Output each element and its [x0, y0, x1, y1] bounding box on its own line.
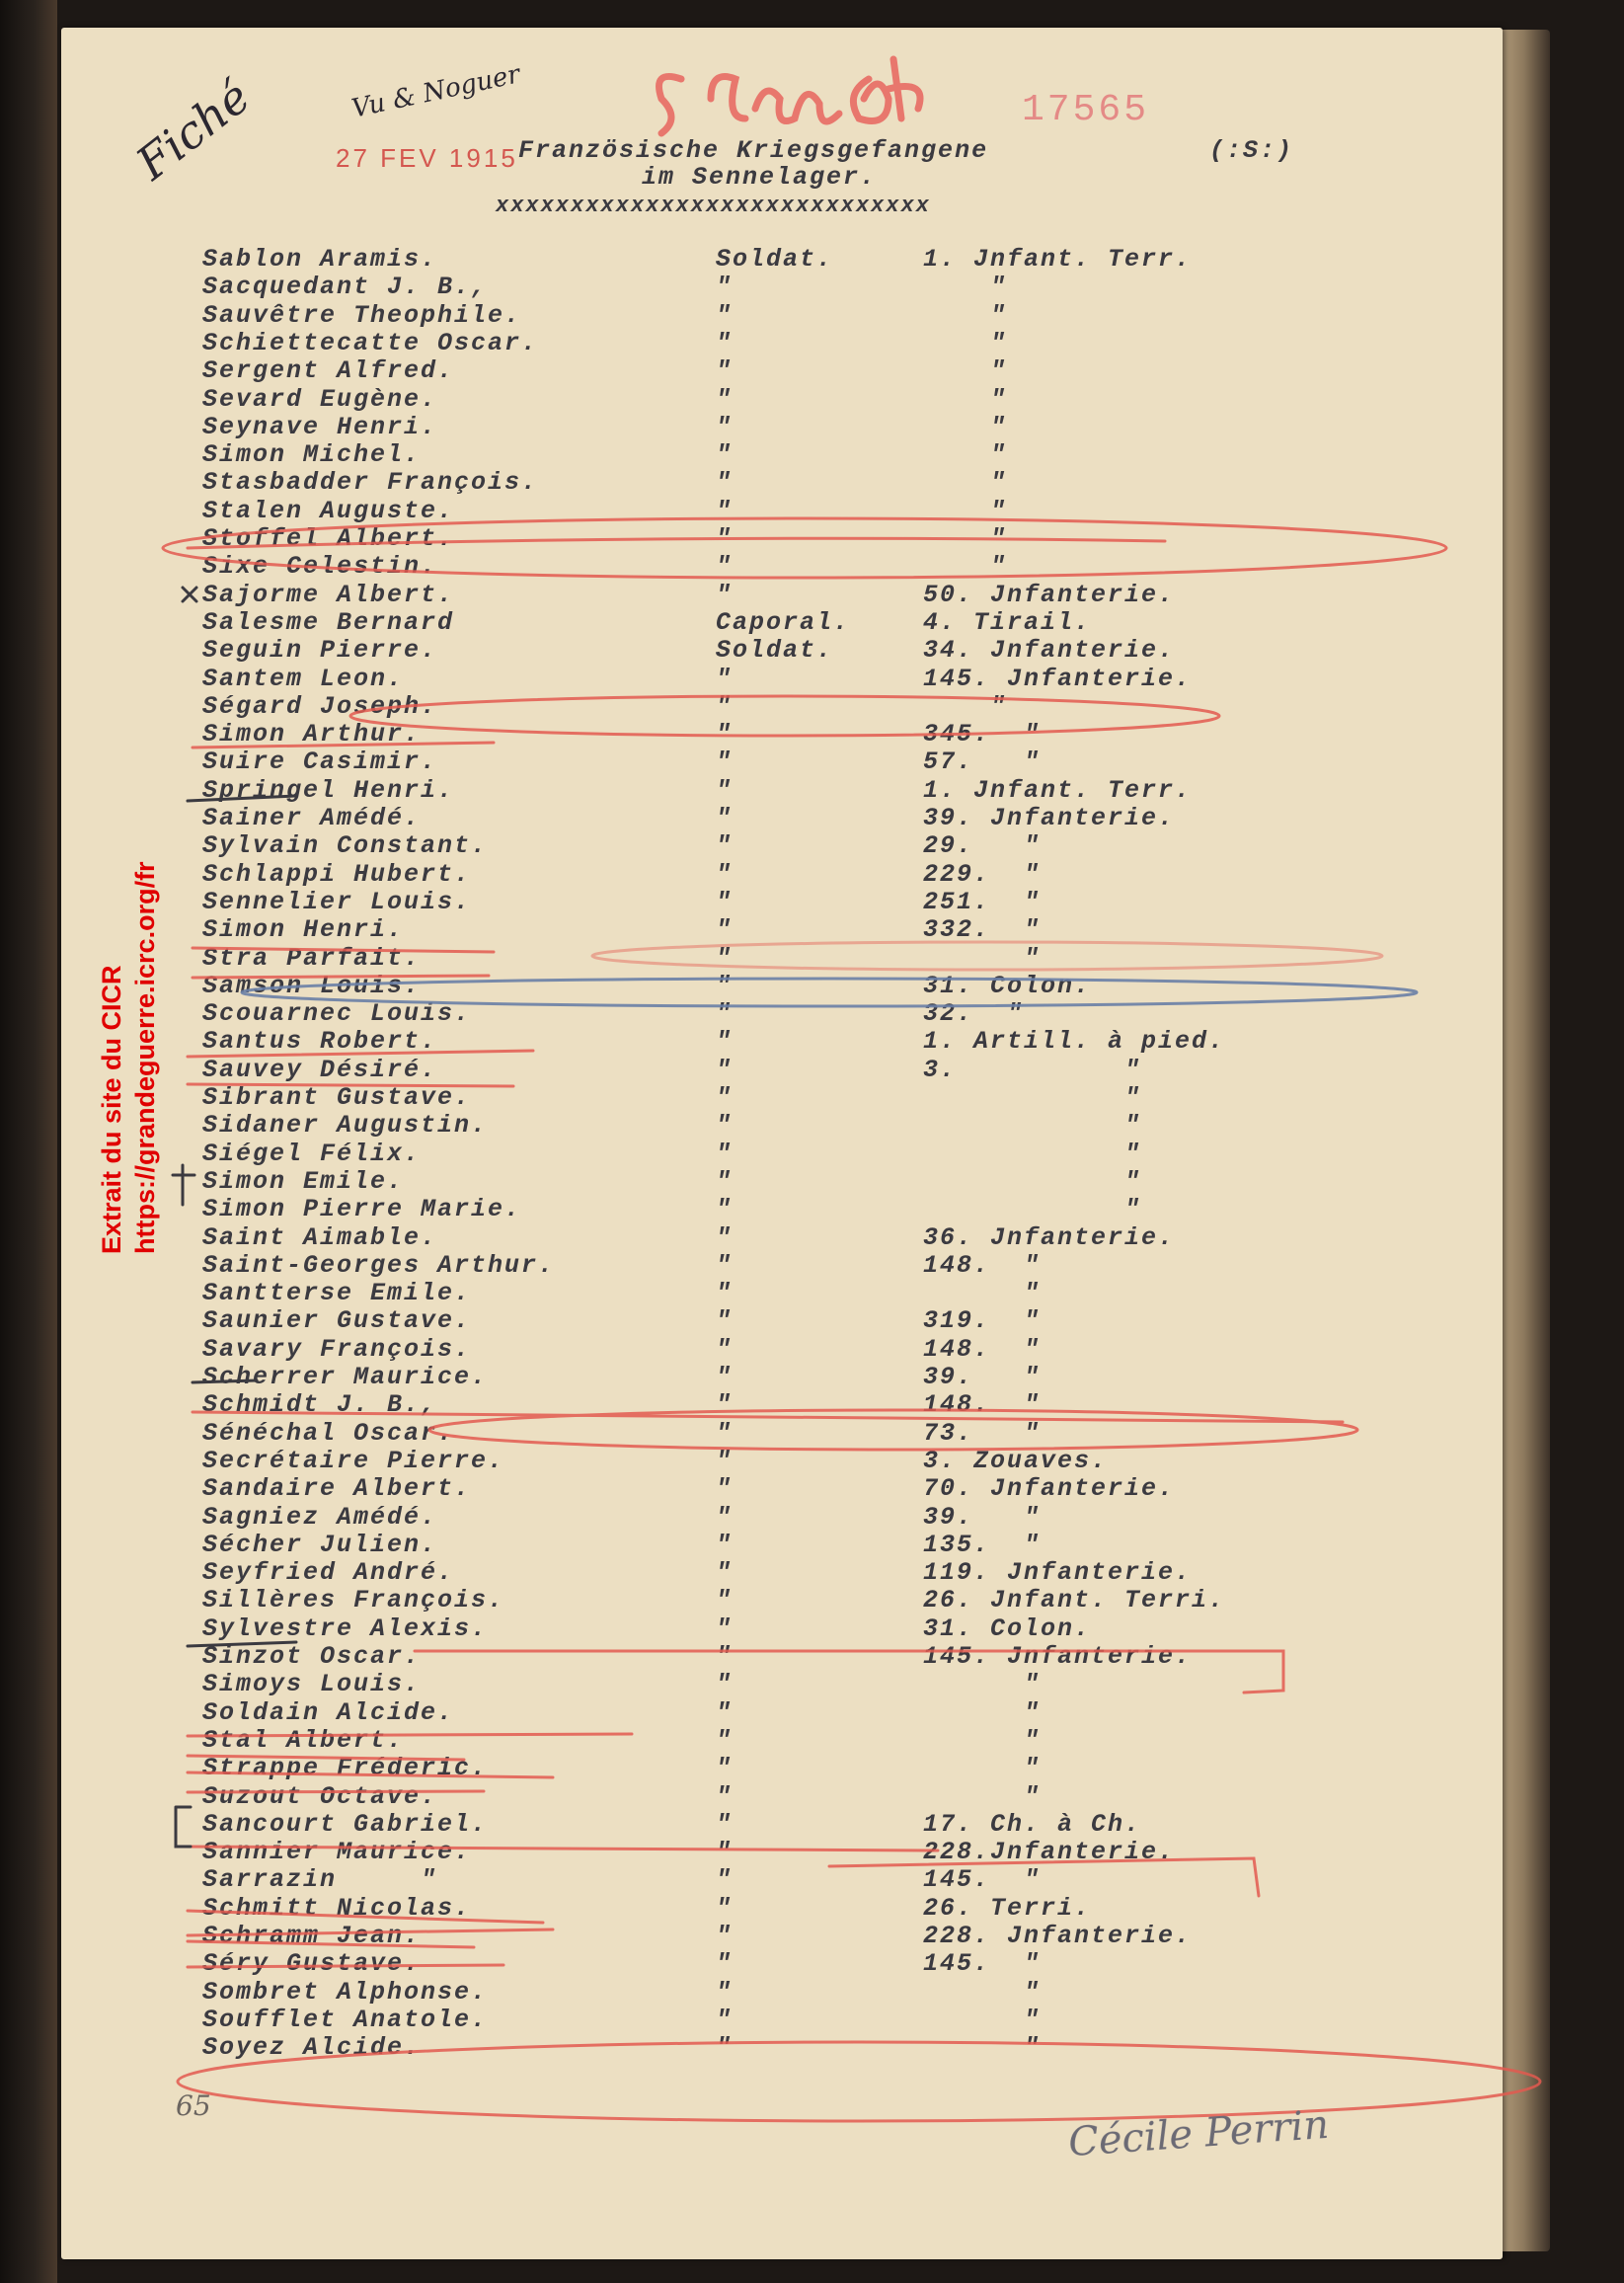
prisoner-unit: 332. ": [923, 915, 1042, 945]
prisoner-rank: ": [716, 943, 734, 973]
table-row: [202, 860, 1308, 888]
prisoner-unit: 145. Jnfanterie.: [923, 664, 1193, 693]
table-row: [202, 245, 1308, 273]
prisoner-rank: ": [716, 971, 734, 1000]
prisoner-name: Soufflet Anatole.: [202, 2005, 489, 2034]
prisoner-name: Soyez Alcide.: [202, 2033, 422, 2063]
prisoner-rank: ": [716, 440, 734, 470]
prisoner-unit: 135. ": [923, 1530, 1042, 1559]
prisoner-rank: ": [716, 1586, 734, 1615]
prisoner-name: Schlappi Hubert.: [202, 859, 472, 889]
prisoner-rank: ": [716, 691, 734, 721]
prisoner-unit: 31. Colon.: [923, 1614, 1092, 1643]
prisoner-name: Sainer Amédé.: [202, 804, 422, 832]
table-row: [202, 748, 1308, 775]
prisoner-rank: ": [716, 496, 734, 525]
header-separator: xxxxxxxxxxxxxxxxxxxxxxxxxxxxx: [496, 194, 931, 218]
prisoner-unit: ": [923, 1111, 1142, 1141]
prisoner-rank: ": [716, 1642, 734, 1671]
prisoner-unit: 26. Jnfant. Terri.: [923, 1586, 1226, 1615]
table-row: [202, 1279, 1308, 1306]
prisoner-rank: ": [716, 1334, 734, 1364]
source-watermark: [95, 861, 162, 1254]
prisoner-rank: ": [716, 1250, 734, 1280]
prisoner-rank: ": [716, 300, 734, 330]
table-row: [202, 468, 1308, 496]
prisoner-name: Stal Albert.: [202, 1725, 405, 1755]
table-row: [202, 524, 1308, 552]
prisoner-unit: 145. ": [923, 1949, 1042, 1979]
prisoner-rank: ": [716, 328, 734, 357]
prisoner-unit: ": [923, 356, 1008, 386]
prisoner-unit: 145. Jnfanterie.: [923, 1642, 1193, 1671]
prisoner-rank: ": [716, 999, 734, 1029]
prisoner-name: Sombret Alphonse.: [202, 1977, 489, 2007]
handwritten-fiche: Fiché: [126, 69, 261, 191]
prisoner-rank: ": [716, 1838, 734, 1867]
prisoner-name: Schramm Jean.: [202, 1922, 422, 1950]
table-row: [202, 1978, 1308, 2006]
prisoner-name: Saint-Georges Arthur.: [202, 1250, 556, 1280]
table-row: [202, 440, 1308, 468]
handwritten-vu-note: Vu & Noguer: [348, 59, 523, 124]
prisoner-unit: 251. ": [923, 887, 1042, 916]
prisoner-name: Sauvêtre Theophile.: [202, 300, 522, 330]
prisoner-name: Sancourt Gabriel.: [202, 1809, 489, 1839]
prisoner-rank: ": [716, 859, 734, 889]
watermark-line-2: https://grandeguerre.icrc.org/fr: [130, 861, 160, 1254]
prisoner-rank: ": [716, 356, 734, 386]
table-row: [202, 636, 1308, 664]
prisoner-unit: ": [923, 1977, 1042, 2007]
table-row: [202, 776, 1308, 804]
title-line-1: Französische Kriegsgefangene: [518, 136, 989, 165]
prisoner-name: Sixe Celestin.: [202, 552, 438, 582]
table-row: [202, 915, 1308, 943]
prisoner-rank: ": [716, 1977, 734, 2007]
prisoner-name: Sandaire Albert.: [202, 1474, 472, 1504]
table-row: [202, 1754, 1308, 1781]
prisoner-name: Saint Aimable.: [202, 1222, 438, 1252]
prisoner-name: Soldain Alcide.: [202, 1697, 455, 1727]
prisoner-unit: 36. Jnfanterie.: [923, 1222, 1176, 1252]
prisoner-name: Secrétaire Pierre.: [202, 1446, 505, 1475]
prisoner-name: Scouarnec Louis.: [202, 999, 472, 1029]
prisoner-unit: 73. ": [923, 1418, 1042, 1448]
prisoner-name: Sannier Maurice.: [202, 1838, 472, 1867]
prisoner-rank: ": [716, 1809, 734, 1839]
prisoner-unit: 1. Artill. à pied.: [923, 1027, 1226, 1057]
table-row: [202, 1363, 1308, 1390]
table-row: [202, 665, 1308, 692]
prisoner-name: Sillères François.: [202, 1586, 505, 1615]
prisoner-name: Scherrer Maurice.: [202, 1363, 489, 1391]
prisoner-unit: 29. ": [923, 831, 1042, 861]
prisoner-unit: 26. Terri.: [923, 1893, 1092, 1923]
prisoner-name: Simon Michel.: [202, 440, 422, 470]
table-row: [202, 2033, 1308, 2061]
prisoner-unit: ": [923, 691, 1008, 721]
table-row: [202, 413, 1308, 440]
prisoner-name: Schiettecatte Oscar.: [202, 328, 539, 357]
prisoner-rank: ": [716, 1390, 734, 1420]
prisoner-rank: ": [716, 720, 734, 749]
prisoner-name: Savary François.: [202, 1334, 472, 1364]
prisoner-rank: ": [716, 1865, 734, 1895]
prisoner-name: Sauvey Désiré.: [202, 1055, 438, 1084]
table-row: [202, 1894, 1308, 1922]
prisoner-unit: ": [923, 524, 1008, 553]
prisoner-rank: ": [716, 1111, 734, 1141]
table-row: [202, 1140, 1308, 1167]
prisoner-unit: ": [923, 943, 1042, 973]
prisoner-unit: 1. Jnfant. Terr.: [923, 775, 1193, 805]
prisoner-rank: Soldat.: [716, 245, 834, 274]
date-stamp: 27 FEV 1915: [336, 143, 518, 173]
prisoner-rank: ": [716, 1754, 734, 1783]
prisoner-unit: 31. Colon.: [923, 971, 1092, 1000]
prisoner-rank: ": [716, 1418, 734, 1448]
prisoner-name: Sibrant Gustave.: [202, 1083, 472, 1112]
prisoner-rank: ": [716, 1781, 734, 1811]
table-row: [202, 1782, 1308, 1810]
prisoner-name: Sidaner Augustin.: [202, 1111, 489, 1141]
prisoner-unit: 70. Jnfanterie.: [923, 1474, 1176, 1504]
prisoner-unit: 39. ": [923, 1363, 1042, 1391]
prisoner-name: Stoffel Albert.: [202, 524, 455, 553]
table-row: [202, 999, 1308, 1027]
prisoner-rank: ": [716, 1530, 734, 1559]
table-row: [202, 1670, 1308, 1697]
prisoner-rank: ": [716, 580, 734, 609]
table-row: [202, 1531, 1308, 1558]
table-row: [202, 1056, 1308, 1083]
prisoner-unit: ": [923, 468, 1008, 498]
prisoner-unit: 39. Jnfanterie.: [923, 804, 1176, 832]
prisoner-name: Salesme Bernard: [202, 607, 455, 637]
signature: Cécile Perrin: [1066, 2101, 1331, 2166]
prisoner-rank: ": [716, 1027, 734, 1057]
file-number-stamp: 17565: [1022, 89, 1150, 131]
prisoner-name: Schmidt J. B.,: [202, 1390, 438, 1420]
prisoner-unit: 4. Tirail.: [923, 607, 1092, 637]
prisoner-name: Sergent Alfred.: [202, 356, 455, 386]
prisoner-unit: 34. Jnfanterie.: [923, 636, 1176, 666]
table-row: [202, 1810, 1308, 1838]
prisoner-rank: ": [716, 273, 734, 302]
table-row: [202, 273, 1308, 300]
table-row: [202, 692, 1308, 720]
prisoner-name: Stasbadder François.: [202, 468, 539, 498]
table-row: [202, 1698, 1308, 1726]
prisoner-name: Seynave Henri.: [202, 412, 438, 441]
table-row: [202, 1419, 1308, 1447]
code-label: (:S:): [1209, 136, 1294, 165]
prisoner-unit: ": [923, 1754, 1042, 1783]
prisoner-unit: ": [923, 273, 1008, 302]
prisoner-rank: ": [716, 748, 734, 777]
prisoner-unit: 345. ": [923, 720, 1042, 749]
prisoner-rank: ": [716, 2005, 734, 2034]
table-row: [202, 1642, 1308, 1670]
prisoner-unit: ": [923, 1166, 1142, 1196]
table-row: [202, 329, 1308, 356]
table-row: [202, 581, 1308, 608]
table-row: [202, 831, 1308, 859]
prisoner-unit: 57. ": [923, 748, 1042, 777]
prisoner-unit: 3. Zouaves.: [923, 1446, 1109, 1475]
prisoner-unit: ": [923, 1139, 1142, 1168]
prisoner-rank: ": [716, 384, 734, 414]
prisoner-rank: ": [716, 1670, 734, 1699]
prisoner-unit: ": [923, 1697, 1042, 1727]
prisoner-rank: ": [716, 887, 734, 916]
prisoner-name: Santem Leon.: [202, 664, 405, 693]
table-row: [202, 2006, 1308, 2033]
table-row: [202, 497, 1308, 524]
prisoner-unit: ": [923, 496, 1008, 525]
prisoner-rank: ": [716, 1166, 734, 1196]
table-row: [202, 356, 1308, 384]
handwritten-page-number: 65: [176, 2089, 211, 2122]
prisoner-name: Suzout Octave.: [202, 1781, 438, 1811]
prisoner-unit: 145. ": [923, 1865, 1042, 1895]
prisoner-name: Simon Henri.: [202, 915, 405, 945]
table-row: [202, 1306, 1308, 1334]
prisoner-rank: ": [716, 1446, 734, 1475]
binder-edge: [0, 0, 57, 2283]
prisoner-rank: ": [716, 1222, 734, 1252]
table-row: [202, 1111, 1308, 1139]
prisoner-rank: Soldat.: [716, 636, 834, 666]
prisoner-rank: ": [716, 915, 734, 945]
prisoner-name: Sécher Julien.: [202, 1530, 438, 1559]
prisoner-name: Stalen Auguste.: [202, 496, 455, 525]
prisoner-name: Sajorme Albert.: [202, 580, 455, 609]
prisoner-unit: ": [923, 1279, 1042, 1308]
prisoner-name: Stra Parfait.: [202, 943, 422, 973]
prisoner-unit: 148. ": [923, 1334, 1042, 1364]
prisoner-unit: 32. ": [923, 999, 1025, 1029]
prisoner-unit: ": [923, 2005, 1042, 2034]
prisoner-name: Sinzot Oscar.: [202, 1642, 422, 1671]
prisoner-rank: ": [716, 2033, 734, 2063]
prisoner-unit: 148. ": [923, 1250, 1042, 1280]
prisoner-name: Seguin Pierre.: [202, 636, 438, 666]
prisoner-name: Sylvestre Alexis.: [202, 1614, 489, 1643]
prisoner-unit: ": [923, 1083, 1142, 1112]
table-row: [202, 1027, 1308, 1055]
prisoner-name: Siégel Félix.: [202, 1139, 422, 1168]
prisoner-unit: ": [923, 1781, 1042, 1811]
prisoner-name: Séry Gustave.: [202, 1949, 422, 1979]
table-row: [202, 804, 1308, 831]
title-line-2: im Sennelager.: [642, 163, 878, 192]
prisoner-name: Simon Pierre Marie.: [202, 1195, 522, 1224]
prisoner-rank: Caporal.: [716, 607, 851, 637]
prisoner-rank: ": [716, 552, 734, 582]
prisoner-unit: 3. ": [923, 1055, 1142, 1084]
table-row: [202, 1726, 1308, 1754]
table-row: [202, 1503, 1308, 1531]
prisoner-name: Sacquedant J. B.,: [202, 273, 489, 302]
prisoner-unit: 229. ": [923, 859, 1042, 889]
table-row: [202, 720, 1308, 748]
prisoner-rank: ": [716, 1725, 734, 1755]
prisoner-rank: ": [716, 1083, 734, 1112]
prisoner-unit: ": [923, 1670, 1042, 1699]
prisoner-unit: ": [923, 440, 1008, 470]
table-row: [202, 1949, 1308, 1977]
table-row: [202, 1474, 1308, 1502]
prisoner-rank: ": [716, 1697, 734, 1727]
prisoner-rank: ": [716, 1139, 734, 1168]
prisoner-rank: ": [716, 1502, 734, 1532]
prisoner-unit: ": [923, 2033, 1042, 2063]
prisoner-unit: 228.Jnfanterie.: [923, 1838, 1176, 1867]
prisoner-unit: 1. Jnfant. Terr.: [923, 245, 1193, 274]
prisoner-rank: ": [716, 775, 734, 805]
table-row: [202, 301, 1308, 329]
prisoner-name: Simon Arthur.: [202, 720, 422, 749]
prisoner-unit: 50. Jnfanterie.: [923, 580, 1176, 609]
prisoner-unit: ": [923, 328, 1008, 357]
table-row: [202, 888, 1308, 915]
table-row: [202, 944, 1308, 972]
prisoner-name: Strappe Fréderic.: [202, 1754, 489, 1783]
table-row: [202, 1447, 1308, 1474]
prisoner-rank: ": [716, 468, 734, 498]
prisoner-unit: 39. ": [923, 1502, 1042, 1532]
table-row: [202, 1223, 1308, 1251]
prisoner-rank: ": [716, 1474, 734, 1504]
table-row: [202, 1922, 1308, 1949]
prisoner-rank: ": [716, 1949, 734, 1979]
prisoner-rank: ": [716, 412, 734, 441]
prisoner-unit: 119. Jnfanterie.: [923, 1558, 1193, 1588]
table-row: [202, 1335, 1308, 1363]
prisoner-name: Sarrazin ": [202, 1865, 438, 1895]
prisoner-name: Ségard Joseph.: [202, 691, 438, 721]
prisoner-rank: ": [716, 1195, 734, 1224]
prisoner-rank: ": [716, 1614, 734, 1643]
prisoner-unit: ": [923, 300, 1008, 330]
prisoner-unit: 17. Ch. à Ch.: [923, 1809, 1142, 1839]
table-row: [202, 1614, 1308, 1642]
prisoner-name: Sevard Eugène.: [202, 384, 438, 414]
prisoner-name: Sennelier Louis.: [202, 887, 472, 916]
prisoner-name: Saunier Gustave.: [202, 1306, 472, 1336]
table-row: [202, 1083, 1308, 1111]
prisoner-unit: 319. ": [923, 1306, 1042, 1336]
prisoner-rank: ": [716, 1279, 734, 1308]
table-row: [202, 552, 1308, 580]
prisoner-rank: ": [716, 1306, 734, 1336]
prisoner-rank: ": [716, 524, 734, 553]
prisoner-name: Suire Casimir.: [202, 748, 438, 777]
table-row: [202, 1167, 1308, 1195]
prisoner-rank: ": [716, 664, 734, 693]
prisoner-name: Santus Robert.: [202, 1027, 438, 1057]
prisoner-name: Simon Emile.: [202, 1166, 405, 1196]
prisoner-unit: ": [923, 552, 1008, 582]
prisoner-rank: ": [716, 1893, 734, 1923]
prisoner-name: Springel Henri.: [202, 775, 455, 805]
table-row: [202, 1586, 1308, 1614]
prisoner-name: Sablon Aramis.: [202, 245, 438, 274]
table-row: [202, 608, 1308, 636]
prisoner-name: Schmitt Nicolas.: [202, 1893, 472, 1923]
prisoner-rank: ": [716, 831, 734, 861]
prisoner-name: Seyfried André.: [202, 1558, 455, 1588]
prisoner-unit: 228. Jnfanterie.: [923, 1922, 1193, 1950]
prisoner-unit: ": [923, 384, 1008, 414]
prisoner-rank: ": [716, 1055, 734, 1084]
table-row: [202, 1195, 1308, 1222]
prisoner-unit: ": [923, 412, 1008, 441]
prisoner-unit: 148. ": [923, 1390, 1042, 1420]
table-row: [202, 1251, 1308, 1279]
prisoner-name: Samson Louis.: [202, 971, 422, 1000]
prisoner-name: Sénéchal Oscar.: [202, 1418, 455, 1448]
table-row: [202, 972, 1308, 999]
table-row: [202, 1390, 1308, 1418]
watermark-line-1: Extrait du site du CICR: [97, 965, 126, 1254]
table-row: [202, 1558, 1308, 1586]
prisoner-rank: ": [716, 1558, 734, 1588]
prisoner-name: Simoys Louis.: [202, 1670, 422, 1699]
prisoner-rank: ": [716, 1363, 734, 1391]
prisoner-name: Santterse Emile.: [202, 1279, 472, 1308]
table-row: [202, 1865, 1308, 1893]
prisoner-name: Sylvain Constant.: [202, 831, 489, 861]
prisoner-unit: ": [923, 1725, 1042, 1755]
prisoner-name: Sagniez Amédé.: [202, 1502, 438, 1532]
prisoner-rank: ": [716, 804, 734, 832]
prisoner-rank: ": [716, 1922, 734, 1950]
table-row: [202, 385, 1308, 413]
table-row: [202, 1838, 1308, 1865]
prisoner-unit: ": [923, 1195, 1142, 1224]
